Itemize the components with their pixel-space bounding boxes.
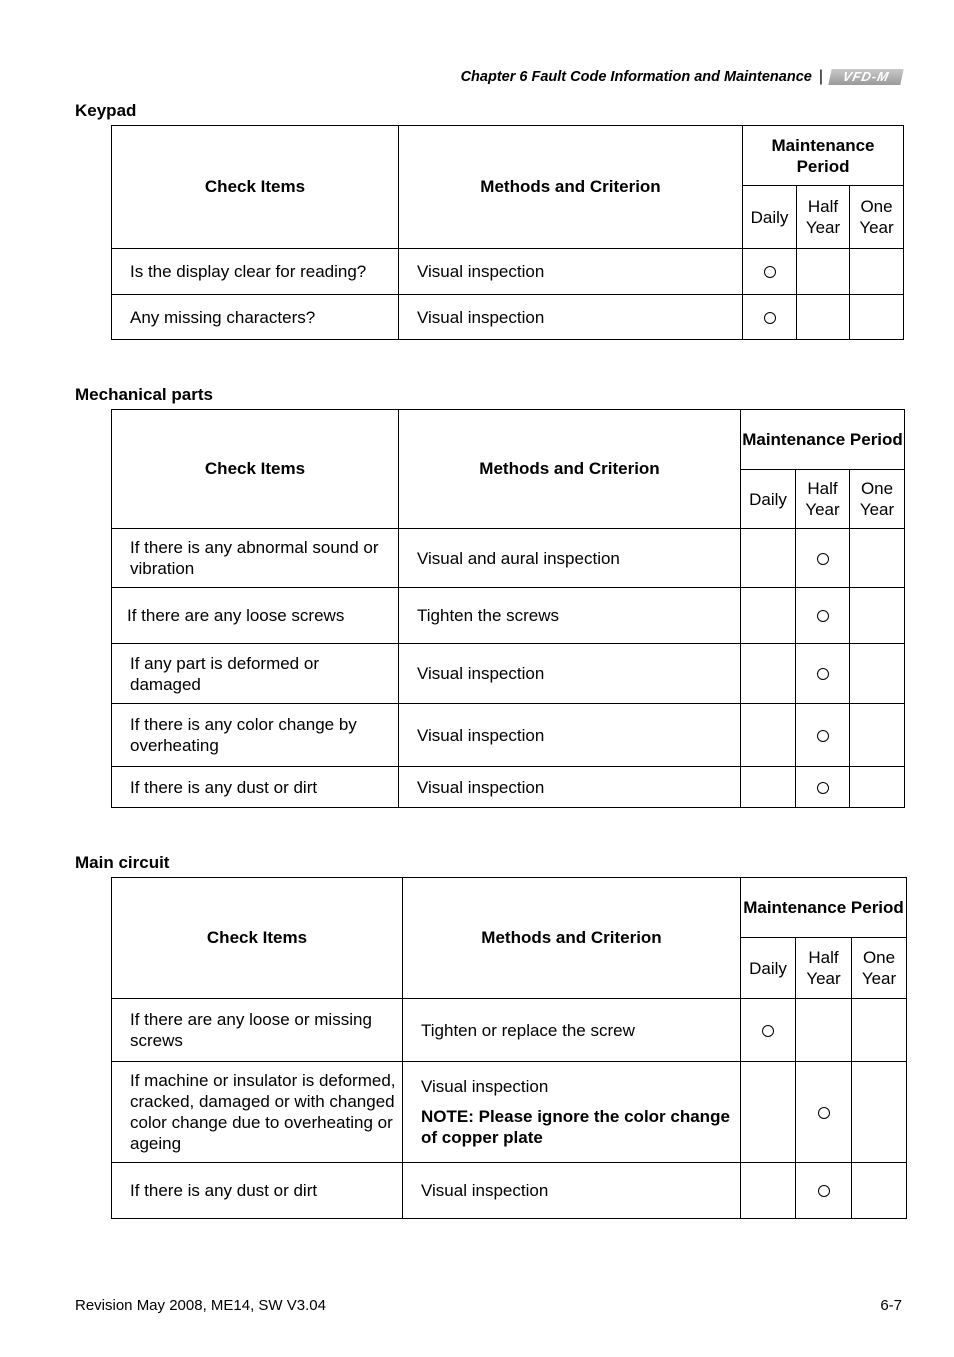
half-year-cell xyxy=(796,704,850,767)
header-separator: | xyxy=(818,68,823,85)
page-number: 6-7 xyxy=(880,1297,902,1314)
half-year-cell xyxy=(797,249,850,295)
circle-mark-icon xyxy=(817,730,829,742)
method: Visual inspection xyxy=(399,295,743,340)
check-item: If there is any dust or dirt xyxy=(112,767,399,808)
section-title-keypad: Keypad xyxy=(75,101,137,120)
table-row xyxy=(112,295,904,340)
col-header-check-items: Check Items xyxy=(112,126,399,249)
circle-mark-icon xyxy=(818,1185,830,1197)
col-header-one-year: One Year xyxy=(850,186,904,249)
col-header-methods: Methods and Criterion xyxy=(399,410,741,529)
method: Visual inspection xyxy=(421,1077,549,1096)
check-item: If there are any loose screws xyxy=(112,588,399,644)
note-text: NOTE: Please ignore the color change of copper plate xyxy=(421,1107,730,1147)
half-year-cell xyxy=(796,644,850,704)
page-header xyxy=(461,68,902,86)
col-header-methods: Methods and Criterion xyxy=(403,878,741,999)
table-row xyxy=(112,529,905,588)
section-title-mechanical: Mechanical parts xyxy=(75,385,213,404)
check-item: Any missing characters? xyxy=(112,295,399,340)
col-header-daily: Daily xyxy=(741,938,796,999)
col-header-one-year: One Year xyxy=(850,470,905,529)
one-year-cell xyxy=(850,767,905,808)
one-year-cell xyxy=(850,295,904,340)
check-item: If there are any loose or missing screws xyxy=(112,999,403,1062)
col-header-half-year: Half Year xyxy=(796,470,850,529)
circle-mark-icon xyxy=(764,266,776,278)
col-header-period: Maintenance Period xyxy=(743,126,904,186)
mechanical-table xyxy=(111,409,905,808)
half-year-cell xyxy=(796,999,852,1062)
table-row xyxy=(112,704,905,767)
one-year-cell xyxy=(852,1163,907,1219)
circle-mark-icon xyxy=(817,553,829,565)
check-item: If there is any dust or dirt xyxy=(112,1163,403,1219)
circle-mark-icon xyxy=(817,610,829,622)
half-year-cell xyxy=(796,1163,852,1219)
table-row xyxy=(112,249,904,295)
check-item: Is the display clear for reading? xyxy=(112,249,399,295)
daily-cell xyxy=(741,1163,796,1219)
col-header-check-items: Check Items xyxy=(112,878,403,999)
main-circuit-table xyxy=(111,877,907,1219)
one-year-cell xyxy=(852,1062,907,1163)
vfd-m-logo: VFD-M xyxy=(828,69,903,85)
one-year-cell xyxy=(850,644,905,704)
circle-mark-icon xyxy=(762,1025,774,1037)
method: Tighten the screws xyxy=(399,588,741,644)
one-year-cell xyxy=(850,588,905,644)
daily-cell xyxy=(741,529,796,588)
section-title-main-circuit: Main circuit xyxy=(75,853,170,872)
col-header-daily: Daily xyxy=(743,186,797,249)
table-row xyxy=(112,1163,907,1219)
col-header-period: Maintenance Period xyxy=(741,410,905,470)
col-header-daily: Daily xyxy=(741,470,796,529)
half-year-cell xyxy=(796,767,850,808)
one-year-cell xyxy=(852,999,907,1062)
daily-cell xyxy=(741,588,796,644)
half-year-cell xyxy=(796,588,850,644)
daily-cell xyxy=(743,249,797,295)
method: Visual and aural inspection xyxy=(399,529,741,588)
daily-cell xyxy=(741,644,796,704)
check-item: If any part is deformed or damaged xyxy=(112,644,399,704)
circle-mark-icon xyxy=(817,782,829,794)
check-item: If machine or insulator is deformed, cracked, damaged or with changed color change due to overheating or ageing xyxy=(112,1062,403,1163)
col-header-period: Maintenance Period xyxy=(741,878,907,938)
half-year-cell xyxy=(796,529,850,588)
col-header-half-year: Half Year xyxy=(797,186,850,249)
one-year-cell xyxy=(850,529,905,588)
method: Visual inspection xyxy=(399,249,743,295)
check-item: If there is any abnormal sound or vibration xyxy=(112,529,399,588)
daily-cell xyxy=(741,1062,796,1163)
table-row xyxy=(112,1062,907,1163)
circle-mark-icon xyxy=(817,668,829,680)
chapter-title: Chapter 6 Fault Code Information and Maintenance xyxy=(460,69,812,85)
method: Visual inspection xyxy=(399,644,741,704)
col-header-check-items: Check Items xyxy=(112,410,399,529)
circle-mark-icon xyxy=(818,1107,830,1119)
method-cell xyxy=(403,1062,741,1163)
half-year-cell xyxy=(797,295,850,340)
table-row xyxy=(112,588,905,644)
one-year-cell xyxy=(850,249,904,295)
table-row xyxy=(112,644,905,704)
keypad-table xyxy=(111,125,904,340)
daily-cell xyxy=(743,295,797,340)
revision-text: Revision May 2008, ME14, SW V3.04 xyxy=(75,1297,326,1314)
col-header-half-year: Half Year xyxy=(796,938,852,999)
method: Visual inspection xyxy=(399,767,741,808)
col-header-methods: Methods and Criterion xyxy=(399,126,743,249)
circle-mark-icon xyxy=(764,312,776,324)
col-header-one-year: One Year xyxy=(852,938,907,999)
method: Visual inspection xyxy=(399,704,741,767)
daily-cell xyxy=(741,767,796,808)
one-year-cell xyxy=(850,704,905,767)
half-year-cell xyxy=(796,1062,852,1163)
method: Tighten or replace the screw xyxy=(403,999,741,1062)
table-row xyxy=(112,767,905,808)
table-row xyxy=(112,999,907,1062)
method: Visual inspection xyxy=(403,1163,741,1219)
check-item: If there is any color change by overheating xyxy=(112,704,399,767)
daily-cell xyxy=(741,999,796,1062)
daily-cell xyxy=(741,704,796,767)
